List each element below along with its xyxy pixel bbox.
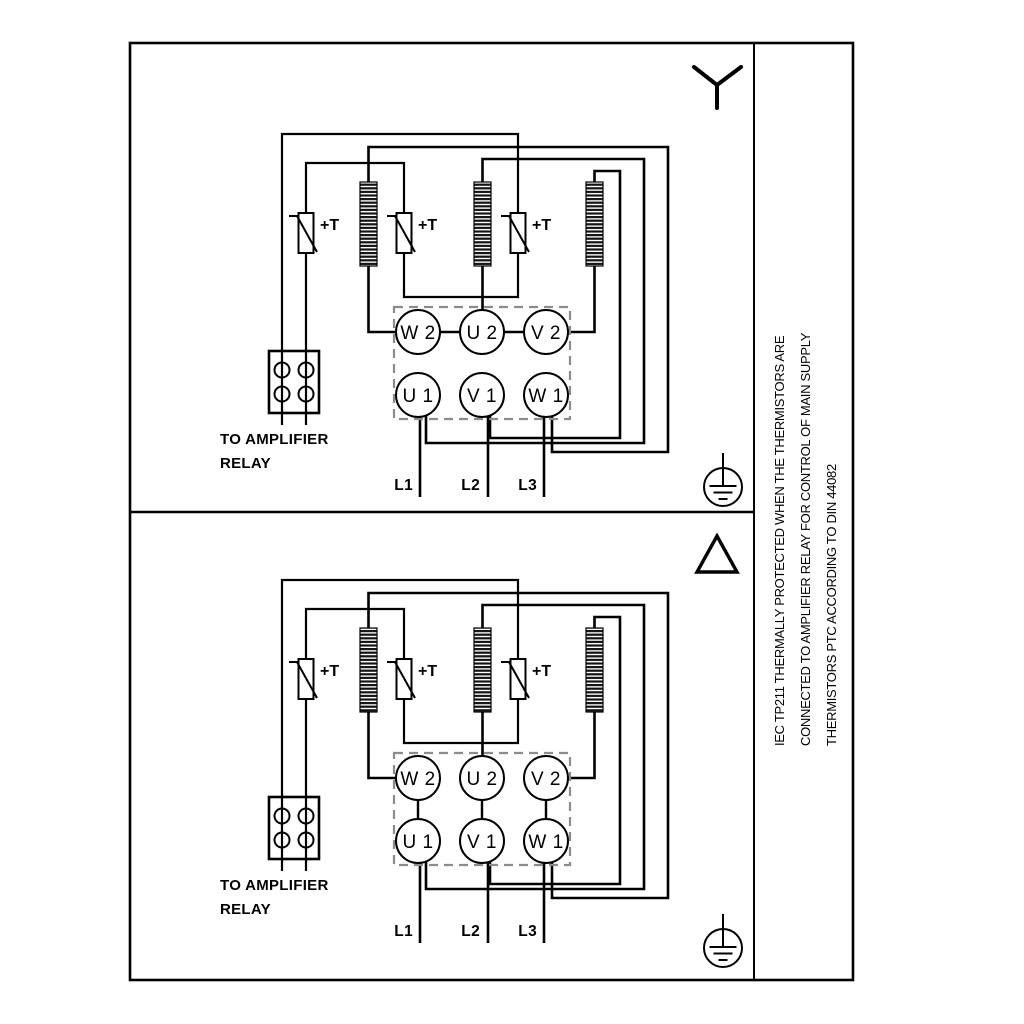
side-note-line-1: IEC TP211 THERMALLY PROTECTED WHEN THE THERMISTORS ARE	[772, 335, 787, 746]
terminal-label-bottom-3: W 1	[528, 832, 564, 853]
terminal-label-top-2: U 2	[466, 323, 498, 344]
relay-caption-line2: RELAY	[220, 901, 271, 918]
terminal-label-bottom-1: U 1	[402, 832, 434, 853]
amplifier-relay-box	[269, 797, 319, 859]
terminal-label-bottom-2: V 1	[466, 832, 498, 853]
terminal-label-bottom-1: U 1	[402, 386, 434, 407]
terminal-label-top-1: W 2	[400, 769, 436, 790]
motor-winding-coil-2	[474, 182, 491, 266]
thermistor-3-label: +T	[532, 663, 552, 680]
motor-winding-coil-1	[360, 628, 377, 712]
relay-caption-line1: TO AMPLIFIER	[220, 431, 329, 448]
supply-label-l2: L2	[461, 477, 480, 494]
motor-winding-coil-1	[360, 182, 377, 266]
wire-coil1-w2	[369, 266, 397, 332]
panel-delta-connection	[220, 536, 742, 967]
thermistor-3-label: +T	[532, 217, 552, 234]
terminal-label-top-2: U 2	[466, 769, 498, 790]
supply-label-l3: L3	[518, 477, 537, 494]
wire-thermistor2-thermistor3	[404, 253, 518, 297]
star-symbol-icon	[694, 67, 741, 108]
ground-symbol-icon	[704, 453, 742, 506]
wire-thermistor1-thermistor2	[306, 609, 404, 659]
thermistor-1-label: +T	[320, 663, 340, 680]
ground-bars	[710, 947, 737, 960]
relay-caption-line1: TO AMPLIFIER	[220, 877, 329, 894]
side-note-line-2: CONNECTED TO AMPLIFIER RELAY FOR CONTROL OF MAIN SUPPLY	[798, 332, 813, 746]
amplifier-relay-box	[269, 351, 319, 413]
ground-bars	[710, 486, 737, 499]
terminal-label-top-3: V 2	[530, 769, 562, 790]
wire-coil1-w2	[369, 712, 397, 778]
panel-star-connection	[220, 67, 742, 506]
thermistor-2-label: +T	[418, 663, 438, 680]
side-note-line-3: THERMISTORS PTC ACCORDING TO DIN 44082	[824, 464, 839, 746]
thermistor-2-label: +T	[418, 217, 438, 234]
terminal-label-bottom-3: W 1	[528, 386, 564, 407]
motor-winding-coil-2	[474, 628, 491, 712]
ground-symbol-icon	[704, 914, 742, 967]
wire-thermistor2-thermistor3	[404, 699, 518, 743]
supply-label-l1: L1	[394, 477, 413, 494]
motor-winding-coil-3	[586, 182, 603, 266]
terminal-label-top-3: V 2	[530, 323, 562, 344]
wire-coil3-v2	[568, 266, 595, 332]
delta-symbol-icon	[697, 536, 737, 572]
supply-label-l2: L2	[461, 923, 480, 940]
terminal-label-bottom-2: V 1	[466, 386, 498, 407]
terminal-label-top-1: W 2	[400, 323, 436, 344]
supply-label-l3: L3	[518, 923, 537, 940]
thermistor-1-label: +T	[320, 217, 340, 234]
star-symbol-strokes	[694, 67, 741, 108]
relay-caption-line2: RELAY	[220, 455, 271, 472]
side-note	[767, 146, 845, 746]
wire-coil3-v2	[568, 712, 595, 778]
supply-label-l1: L1	[394, 923, 413, 940]
wire-thermistor1-thermistor2	[306, 163, 404, 213]
motor-winding-coil-3	[586, 628, 603, 712]
